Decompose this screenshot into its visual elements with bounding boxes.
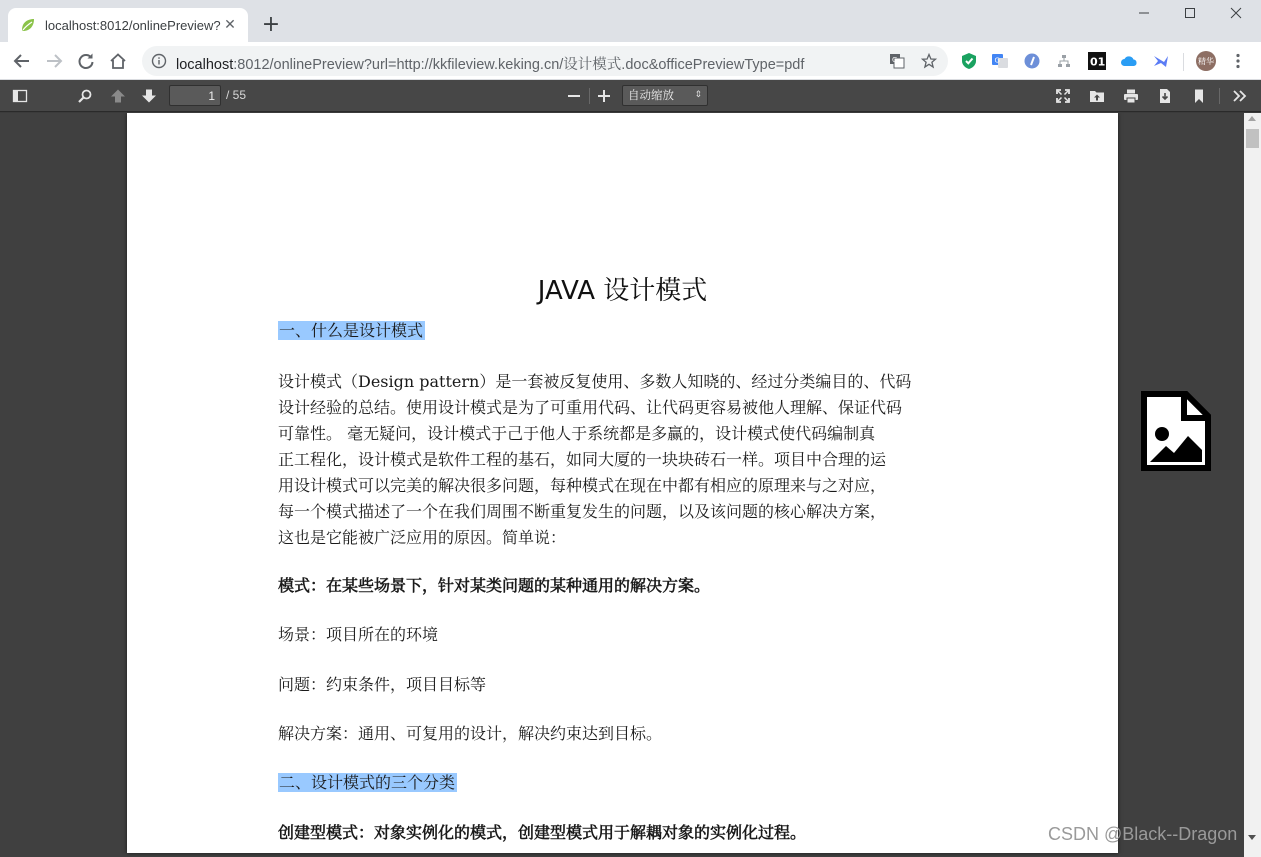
paragraph-line: 设计经验的总结。使用设计模式是为了可重用代码、让代码更容易被他人理解、保证代码: [278, 398, 903, 417]
fullscreen-icon: [1055, 88, 1071, 104]
print-icon: [1123, 88, 1139, 104]
info-icon[interactable]: [151, 53, 167, 69]
scrollbar-thumb[interactable]: [1246, 129, 1259, 148]
more-menu-icon[interactable]: [1228, 51, 1248, 71]
search-icon: [77, 88, 93, 104]
tools-menu-button[interactable]: [1228, 84, 1252, 108]
home-icon: [109, 52, 127, 70]
scroll-down-arrow-icon[interactable]: [1248, 835, 1256, 840]
tools-divider: [1219, 88, 1220, 104]
sitemap-extension-icon[interactable]: [1054, 51, 1074, 71]
solution-line: 解决方案：通用、可复用的设计，解决约束达到目标。: [278, 724, 663, 743]
minimize-button[interactable]: [1121, 0, 1167, 30]
page-count: / 55: [226, 88, 247, 102]
forward-button[interactable]: [40, 47, 68, 75]
sidebar-toggle-button[interactable]: [8, 84, 32, 108]
find-button[interactable]: [73, 84, 97, 108]
bookmark-button[interactable]: [1187, 84, 1211, 108]
intro-paragraph: [278, 369, 978, 551]
chevron-down-icon: ⇕: [694, 90, 702, 100]
scene-line: 场景：项目所在的环境: [278, 625, 439, 644]
zoom-select[interactable]: [622, 85, 708, 106]
zoom-divider: [589, 88, 590, 104]
presentation-mode-button[interactable]: [1051, 84, 1075, 108]
paragraph-line: 设计模式（Design pattern）是一套被反复使用、多数人知晓的、经过分类编目的、代码: [278, 372, 912, 391]
paragraph-line: 每一个模式描述了一个在我们周围不断重复发生的问题，以及该问题的核心解决方案，: [278, 502, 887, 521]
plus-icon: [597, 89, 611, 103]
vertical-scrollbar[interactable]: [1244, 113, 1261, 857]
minus-icon: [567, 89, 581, 103]
open-folder-icon: [1089, 88, 1105, 104]
sidebar-toggle-icon: [12, 88, 28, 104]
section-heading-1: 一、什么是设计模式: [279, 321, 424, 340]
adblock-shield-icon[interactable]: [959, 51, 979, 71]
next-page-button[interactable]: [137, 84, 161, 108]
zoom-out-button[interactable]: [562, 84, 586, 108]
back-button[interactable]: [8, 47, 36, 75]
image-file-icon[interactable]: [1140, 390, 1212, 472]
download-button[interactable]: [1153, 84, 1177, 108]
reload-icon: [77, 52, 95, 70]
pdf-page: [127, 113, 1118, 853]
tab-strip: [0, 0, 1261, 42]
download-icon: [1157, 88, 1173, 104]
new-tab-button[interactable]: +: [261, 12, 281, 37]
pdf-toolbar: [0, 80, 1261, 112]
back-arrow-icon: [13, 52, 31, 70]
svg-text:01: 01: [1090, 55, 1106, 69]
print-button[interactable]: [1119, 84, 1143, 108]
browser-tab[interactable]: [8, 8, 248, 42]
reload-button[interactable]: [72, 47, 100, 75]
double-chevron-right-icon: [1232, 88, 1248, 104]
toolbar-divider: [1183, 53, 1184, 71]
paragraph-line: 可靠性。 毫无疑问，设计模式于己于他人于系统都是多赢的，设计模式使代码编制真: [278, 424, 876, 443]
svg-text:G: G: [994, 56, 1000, 65]
paragraph-line: 用设计模式可以完美的解决很多问题，每种模式在现在中都有相应的原理来与之对应，: [278, 476, 887, 495]
cloud-extension-icon[interactable]: [1119, 51, 1139, 71]
pdf-viewer[interactable]: [0, 113, 1244, 857]
spring-leaf-icon: [20, 17, 36, 33]
zero-one-extension-icon[interactable]: [1087, 51, 1107, 71]
zoom-in-button[interactable]: [592, 84, 616, 108]
compass-extension-icon[interactable]: [1022, 51, 1042, 71]
browser-toolbar: [0, 42, 1261, 80]
paragraph-line: 正工程化，设计模式是软件工程的基石，如同大厦的一块块砖石一样。项目中合理的运: [278, 450, 887, 469]
swift-extension-icon[interactable]: [1151, 51, 1171, 71]
address-bar[interactable]: [142, 46, 948, 76]
maximize-button[interactable]: [1167, 0, 1213, 30]
csdn-watermark: CSDN @Black--Dragon: [1048, 824, 1238, 844]
svg-text:G: G: [892, 56, 898, 64]
translate-icon[interactable]: [888, 52, 906, 70]
bookmark-icon: [1191, 88, 1207, 104]
page-number-input[interactable]: [169, 85, 221, 106]
arrow-down-icon: [141, 88, 157, 104]
pattern-definition: 模式：在某些场景下，针对某类问题的某种通用的解决方案。: [278, 576, 711, 595]
close-window-button[interactable]: [1213, 0, 1259, 30]
previous-page-button[interactable]: [106, 84, 130, 108]
url-text[interactable]: localhost:8012/onlinePreview?url=http://kkfileview.keking.cn/设计模式.doc&officePreviewType=pdf: [176, 57, 805, 73]
forward-arrow-icon: [45, 52, 63, 70]
section-heading-2: 二、设计模式的三个分类: [279, 773, 456, 792]
creational-patterns-line: 创建型模式：对象实例化的模式，创建型模式用于解耦对象的实例化过程。: [278, 823, 807, 842]
bookmark-star-icon[interactable]: [920, 52, 938, 70]
close-tab-icon[interactable]: ✕: [224, 17, 236, 33]
scroll-up-arrow-icon[interactable]: [1248, 116, 1256, 121]
paragraph-line: 这也是它能被广泛应用的原因。简单说：: [278, 528, 567, 547]
document-title: JAVA 设计模式: [537, 276, 708, 306]
problem-line: 问题：约束条件，项目目标等: [278, 675, 487, 694]
google-translate-icon[interactable]: [990, 51, 1010, 71]
arrow-up-icon: [110, 88, 126, 104]
profile-avatar[interactable]: 精华: [1196, 51, 1216, 71]
tab-title: localhost:8012/onlinePreview?: [45, 17, 221, 33]
open-file-button[interactable]: [1085, 84, 1109, 108]
home-button[interactable]: [104, 47, 132, 75]
zoom-select-value: 自动缩放: [628, 88, 674, 102]
